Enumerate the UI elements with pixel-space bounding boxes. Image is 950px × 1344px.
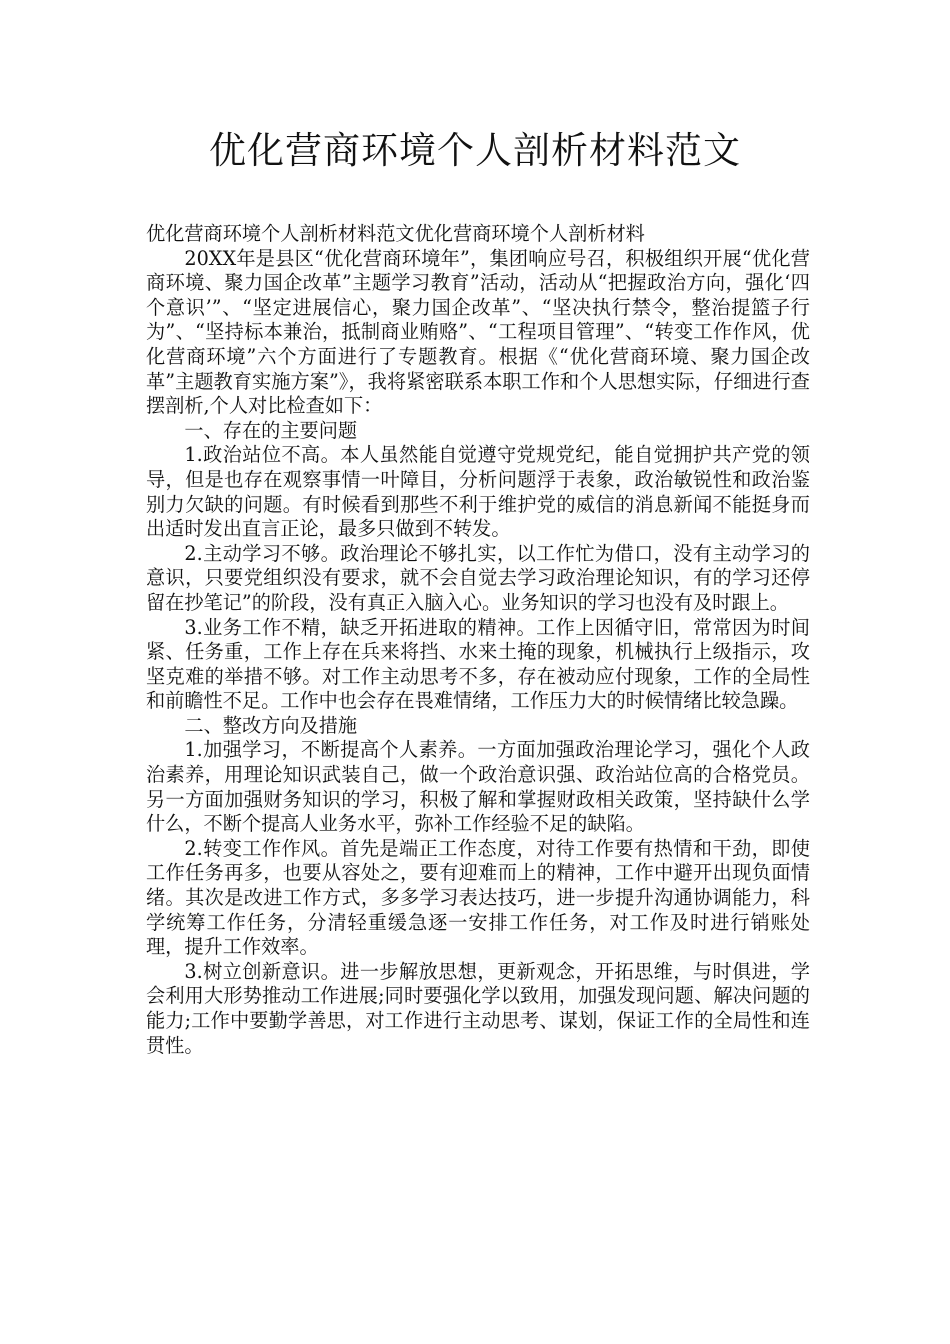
problem-item-1: 1.政治站位不高。本人虽然能自觉遵守党规党纪，能自觉拥护共产党的领导，但是也存在观察事情一叶障目，分析问题浮于表象，政治敏锐性和政治鉴别力欠缺的问题。有时候看到那些不利于维护党的威信的消息新闻不能挺身而出适时发出直言正论，最多只做到不转发。 bbox=[146, 443, 810, 541]
measure-item-3: 3.树立创新意识。进一步解放思想，更新观念，开拓思维，与时俱进，学会利用大形势推动工作进展;同时要强化学以致用，加强发现问题、解决问题的能力;工作中要勤学善思，对工作进行主动思考、谋划，保证工作的全局性和连贯性。 bbox=[146, 959, 810, 1057]
section-heading-measures: 二、整改方向及措施 bbox=[184, 713, 358, 737]
problem-item-3: 3.业务工作不精，缺乏开拓进取的精神。工作上因循守旧，常常因为时间紧、任务重，工作上存在兵来将挡、水来土掩的现象，机械执行上级指示，攻坚克难的举措不够。对工作主动思考不多，存在被动应付现象，工作的全局性和前瞻性不足。工作中也会存在畏难情绪，工作压力大的时候情绪比较急躁。 bbox=[146, 615, 810, 713]
problem-item-2: 2.主动学习不够。政治理论不够扎实，以工作忙为借口，没有主动学习的意识，只要党组织没有要求，就不会自觉去学习政治理论知识，有的学习还停留在抄笔记”的阶段，没有真正入脑入心。业务知识的学习也没有及时跟上。 bbox=[146, 541, 810, 614]
measure-item-1: 1.加强学习，不断提高个人素养。一方面加强政治理论学习，强化个人政治素养，用理论知识武装自己，做一个政治意识强、政治站位高的合格党员。另一方面加强财务知识的学习，积极了解和掌握财政相关政策，坚持缺什么学什么，不断个提高人业务水平，弥补工作经验不足的缺陷。 bbox=[146, 738, 810, 836]
paragraph-background: 20XX年是县区“优化营商环境年”，集团响应号召，积极组织开展“优化营商环境、聚力国企改革”主题学习教育”活动，活动从“把握政治方向，强化‘四个意识’”、“坚定进展信心，聚力国企改革”、“坚决执行禁令，整治提篮子行为”、“坚持标本兼治，抵制商业贿赂”、“工程项目管理”、“转变工作作风，优化营商环境”六个方面进行了专题教育。根据《“优化营商环境、聚力国企改革”主题教育实施方案”》，我将紧密联系本职工作和个人思想实际，仔细进行查摆剖析,个人对比检查如下： bbox=[146, 246, 810, 418]
section-heading-problems: 一、存在的主要问题 bbox=[184, 418, 358, 442]
intro-line: 优化营商环境个人剖析材料范文优化营商环境个人剖析材料 bbox=[146, 222, 645, 245]
document-body bbox=[146, 222, 810, 1058]
measure-item-2: 2.转变工作作风。首先是端正工作态度，对待工作要有热情和干劲，即使工作任务再多，也要从容处之，要有迎难而上的精神，工作中避开出现负面情绪。其次是改进工作方式，多多学习表达技巧，进一步提升沟通协调能力，科学统筹工作任务，分清轻重缓急逐一安排工作任务，对工作及时进行销账处理，提升工作效率。 bbox=[146, 836, 810, 959]
document-title: 优化营商环境个人剖析材料范文 bbox=[209, 129, 741, 172]
